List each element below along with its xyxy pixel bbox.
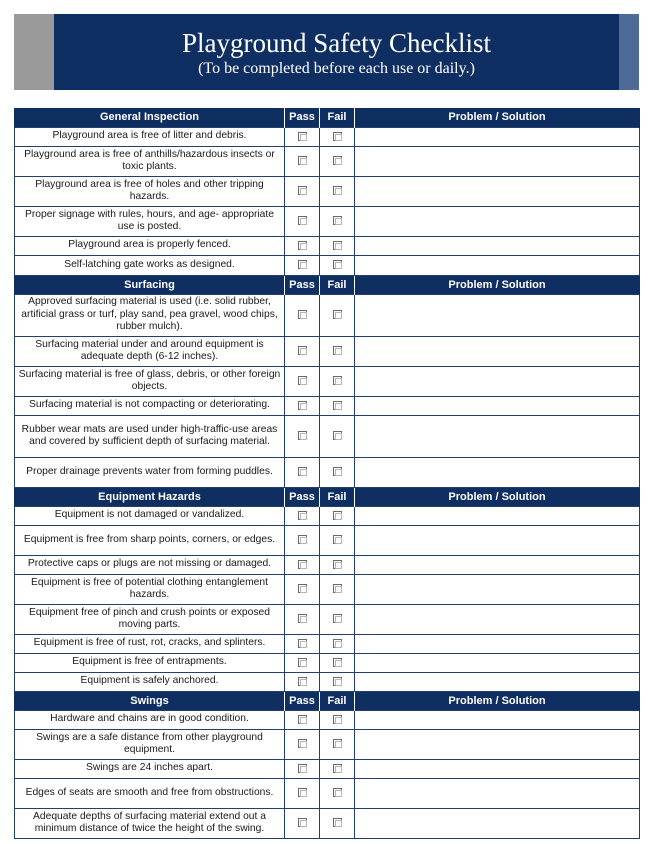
pass-cell — [285, 336, 320, 366]
pass-cell — [285, 176, 320, 206]
fail-checkbox[interactable] — [333, 715, 342, 724]
pass-cell — [285, 294, 320, 336]
pass-checkbox[interactable] — [298, 376, 307, 385]
pass-checkbox[interactable] — [298, 639, 307, 648]
fail-cell — [320, 808, 355, 838]
checklist-row — [15, 729, 640, 759]
pass-checkbox[interactable] — [298, 241, 307, 250]
pass-cell — [285, 206, 320, 236]
pass-checkbox[interactable] — [298, 560, 307, 569]
pass-cell — [285, 236, 320, 255]
checklist-item-text: Equipment is free of potential clothing entanglement hazards. — [15, 574, 285, 604]
fail-checkbox[interactable] — [333, 639, 342, 648]
checklist-item-text: Edges of seats are smooth and free from obstructions. — [15, 778, 285, 808]
checklist-table — [14, 108, 640, 839]
problem-solution-field[interactable] — [355, 127, 640, 146]
problem-solution-field[interactable] — [355, 710, 640, 729]
checklist-item-text: Equipment is free from sharp points, corners, or edges. — [15, 525, 285, 555]
checklist-row — [15, 396, 640, 415]
checklist-item-text: Proper signage with rules, hours, and age- appropriate use is posted. — [15, 206, 285, 236]
title-banner — [14, 14, 639, 90]
checklist-row — [15, 759, 640, 778]
problem-solution-field[interactable] — [355, 457, 640, 487]
fail-checkbox[interactable] — [333, 376, 342, 385]
section-header-row — [15, 275, 640, 294]
pass-column-header: Pass — [285, 275, 320, 294]
section-title: Swings — [15, 691, 285, 710]
checklist-item-text: Surfacing material is not compacting or deteriorating. — [15, 396, 285, 415]
fail-cell — [320, 506, 355, 525]
problem-solution-field[interactable] — [355, 396, 640, 415]
checklist-item-text: Surfacing material is free of glass, debris, or other foreign objects. — [15, 366, 285, 396]
checklist-item-text: Approved surfacing material is used (i.e. solid rubber, artificial grass or turf, play sand, pea gravel, wood chips, rubber mulch). — [15, 294, 285, 336]
fail-cell — [320, 574, 355, 604]
problem-solution-field[interactable] — [355, 236, 640, 255]
pass-checkbox[interactable] — [298, 216, 307, 225]
problem-solution-field[interactable] — [355, 506, 640, 525]
fail-cell — [320, 525, 355, 555]
section-title: Equipment Hazards — [15, 487, 285, 506]
problem-solution-field[interactable] — [355, 255, 640, 275]
fail-cell — [320, 759, 355, 778]
pass-column-header: Pass — [285, 487, 320, 506]
pass-cell — [285, 634, 320, 653]
problem-solution-field[interactable] — [355, 555, 640, 574]
fail-column-header: Fail — [320, 275, 355, 294]
pass-cell — [285, 759, 320, 778]
checklist-item-text: Proper drainage prevents water from forming puddles. — [15, 457, 285, 487]
checklist-row — [15, 710, 640, 729]
problem-solution-field[interactable] — [355, 672, 640, 691]
section-title: Surfacing — [15, 275, 285, 294]
checklist-row — [15, 206, 640, 236]
banner-left-accent — [14, 14, 54, 90]
problem-solution-field[interactable] — [355, 146, 640, 176]
pass-cell — [285, 672, 320, 691]
section-title: General Inspection — [15, 108, 285, 127]
fail-checkbox[interactable] — [333, 511, 342, 520]
fail-checkbox[interactable] — [333, 216, 342, 225]
checklist-row — [15, 778, 640, 808]
fail-cell — [320, 236, 355, 255]
pass-checkbox[interactable] — [298, 132, 307, 141]
problem-solution-field[interactable] — [355, 808, 640, 838]
checklist-row — [15, 506, 640, 525]
fail-cell — [320, 415, 355, 457]
fail-cell — [320, 336, 355, 366]
fail-cell — [320, 634, 355, 653]
pass-cell — [285, 146, 320, 176]
checklist-item-text: Protective caps or plugs are not missing or damaged. — [15, 555, 285, 574]
checklist-item-text: Playground area is free of holes and other tripping hazards. — [15, 176, 285, 206]
checklist-item-text: Equipment free of pinch and crush points or exposed moving parts. — [15, 604, 285, 634]
fail-cell — [320, 127, 355, 146]
pass-cell — [285, 555, 320, 574]
pass-column-header: Pass — [285, 691, 320, 710]
fail-column-header: Fail — [320, 691, 355, 710]
checklist-item-text: Playground area is properly fenced. — [15, 236, 285, 255]
fail-checkbox[interactable] — [333, 310, 342, 319]
section-header-row — [15, 691, 640, 710]
fail-checkbox[interactable] — [333, 764, 342, 773]
fail-cell — [320, 778, 355, 808]
checklist-item-text: Surfacing material under and around equipment is adequate depth (6-12 inches). — [15, 336, 285, 366]
pass-cell — [285, 710, 320, 729]
pass-cell — [285, 396, 320, 415]
checklist-row — [15, 808, 640, 838]
checklist-row — [15, 672, 640, 691]
checklist-row — [15, 366, 640, 396]
checklist-item-text: Adequate depths of surfacing material extend out a minimum distance of twice the height of the swing. — [15, 808, 285, 838]
fail-cell — [320, 653, 355, 672]
pass-cell — [285, 778, 320, 808]
fail-cell — [320, 176, 355, 206]
pass-cell — [285, 255, 320, 275]
problem-solution-column-header: Problem / Solution — [355, 691, 640, 710]
pass-checkbox[interactable] — [298, 511, 307, 520]
fail-checkbox[interactable] — [333, 132, 342, 141]
checklist-row — [15, 336, 640, 366]
pass-checkbox[interactable] — [298, 677, 307, 686]
pass-cell — [285, 604, 320, 634]
checklist-row — [15, 574, 640, 604]
fail-cell — [320, 255, 355, 275]
fail-checkbox[interactable] — [333, 535, 342, 544]
checklist-item-text: Equipment is free of rust, rot, cracks, and splinters. — [15, 634, 285, 653]
checklist-row — [15, 176, 640, 206]
checklist-item-text: Self-latching gate works as designed. — [15, 255, 285, 275]
pass-checkbox[interactable] — [298, 788, 307, 797]
fail-cell — [320, 604, 355, 634]
pass-cell — [285, 653, 320, 672]
section-header-row — [15, 108, 640, 127]
pass-cell — [285, 415, 320, 457]
fail-cell — [320, 710, 355, 729]
problem-solution-field[interactable] — [355, 525, 640, 555]
fail-checkbox[interactable] — [333, 156, 342, 165]
pass-checkbox[interactable] — [298, 260, 307, 269]
fail-checkbox[interactable] — [333, 658, 342, 667]
fail-column-header: Fail — [320, 487, 355, 506]
page-title: Playground Safety Checklist — [182, 28, 491, 58]
checklist-item-text: Playground area is free of litter and debris. — [15, 127, 285, 146]
checklist-item-text: Hardware and chains are in good condition. — [15, 710, 285, 729]
checklist-row — [15, 236, 640, 255]
pass-checkbox[interactable] — [298, 818, 307, 827]
checklist-row — [15, 555, 640, 574]
checklist-item-text: Playground area is free of anthills/hazardous insects or toxic plants. — [15, 146, 285, 176]
pass-checkbox[interactable] — [298, 739, 307, 748]
checklist-row — [15, 604, 640, 634]
fail-cell — [320, 457, 355, 487]
fail-checkbox[interactable] — [333, 677, 342, 686]
fail-checkbox[interactable] — [333, 241, 342, 250]
checklist-item-text: Rubber wear mats are used under high-traffic-use areas and covered by sufficient depth of surfacing material. — [15, 415, 285, 457]
checklist-item-text: Equipment is safely anchored. — [15, 672, 285, 691]
pass-checkbox[interactable] — [298, 186, 307, 195]
fail-cell — [320, 555, 355, 574]
checklist-item-text: Equipment is free of entrapments. — [15, 653, 285, 672]
pass-checkbox[interactable] — [298, 764, 307, 773]
problem-solution-field[interactable] — [355, 176, 640, 206]
fail-checkbox[interactable] — [333, 584, 342, 593]
pass-checkbox[interactable] — [298, 346, 307, 355]
checklist-item-text: Swings are a safe distance from other playground equipment. — [15, 729, 285, 759]
fail-cell — [320, 146, 355, 176]
section-header-row — [15, 487, 640, 506]
page-subtitle: (To be completed before each use or daily.) — [198, 60, 475, 77]
pass-cell — [285, 808, 320, 838]
fail-checkbox[interactable] — [333, 739, 342, 748]
checklist-row — [15, 653, 640, 672]
problem-solution-field[interactable] — [355, 366, 640, 396]
problem-solution-field[interactable] — [355, 574, 640, 604]
pass-checkbox[interactable] — [298, 535, 307, 544]
fail-checkbox[interactable] — [333, 467, 342, 476]
checklist-item-text: Swings are 24 inches apart. — [15, 759, 285, 778]
checklist-row — [15, 146, 640, 176]
problem-solution-field[interactable] — [355, 336, 640, 366]
checklist-row — [15, 127, 640, 146]
fail-checkbox[interactable] — [333, 788, 342, 797]
fail-checkbox[interactable] — [333, 186, 342, 195]
pass-checkbox[interactable] — [298, 431, 307, 440]
pass-checkbox[interactable] — [298, 467, 307, 476]
pass-column-header: Pass — [285, 108, 320, 127]
fail-column-header: Fail — [320, 108, 355, 127]
fail-checkbox[interactable] — [333, 818, 342, 827]
pass-cell — [285, 457, 320, 487]
checklist-row — [15, 255, 640, 275]
problem-solution-field[interactable] — [355, 729, 640, 759]
pass-checkbox[interactable] — [298, 715, 307, 724]
problem-solution-field[interactable] — [355, 653, 640, 672]
problem-solution-field[interactable] — [355, 294, 640, 336]
pass-checkbox[interactable] — [298, 156, 307, 165]
pass-checkbox[interactable] — [298, 401, 307, 410]
pass-checkbox[interactable] — [298, 310, 307, 319]
banner-right-accent — [619, 14, 639, 90]
checklist-row — [15, 415, 640, 457]
problem-solution-field[interactable] — [355, 634, 640, 653]
problem-solution-column-header: Problem / Solution — [355, 487, 640, 506]
checklist-row — [15, 634, 640, 653]
pass-checkbox[interactable] — [298, 658, 307, 667]
pass-cell — [285, 525, 320, 555]
problem-solution-field[interactable] — [355, 415, 640, 457]
fail-checkbox[interactable] — [333, 401, 342, 410]
fail-checkbox[interactable] — [333, 431, 342, 440]
fail-cell — [320, 729, 355, 759]
problem-solution-field[interactable] — [355, 778, 640, 808]
problem-solution-field[interactable] — [355, 604, 640, 634]
fail-checkbox[interactable] — [333, 560, 342, 569]
fail-cell — [320, 396, 355, 415]
checklist-row — [15, 457, 640, 487]
pass-cell — [285, 574, 320, 604]
checklist-row — [15, 525, 640, 555]
checklist-item-text: Equipment is not damaged or vandalized. — [15, 506, 285, 525]
problem-solution-field[interactable] — [355, 759, 640, 778]
checklist-row — [15, 294, 640, 336]
problem-solution-field[interactable] — [355, 206, 640, 236]
fail-cell — [320, 672, 355, 691]
pass-checkbox[interactable] — [298, 614, 307, 623]
fail-cell — [320, 366, 355, 396]
pass-cell — [285, 729, 320, 759]
fail-checkbox[interactable] — [333, 614, 342, 623]
fail-cell — [320, 206, 355, 236]
pass-cell — [285, 366, 320, 396]
pass-cell — [285, 127, 320, 146]
fail-cell — [320, 294, 355, 336]
problem-solution-column-header: Problem / Solution — [355, 108, 640, 127]
problem-solution-column-header: Problem / Solution — [355, 275, 640, 294]
pass-cell — [285, 506, 320, 525]
pass-checkbox[interactable] — [298, 584, 307, 593]
fail-checkbox[interactable] — [333, 346, 342, 355]
fail-checkbox[interactable] — [333, 260, 342, 269]
